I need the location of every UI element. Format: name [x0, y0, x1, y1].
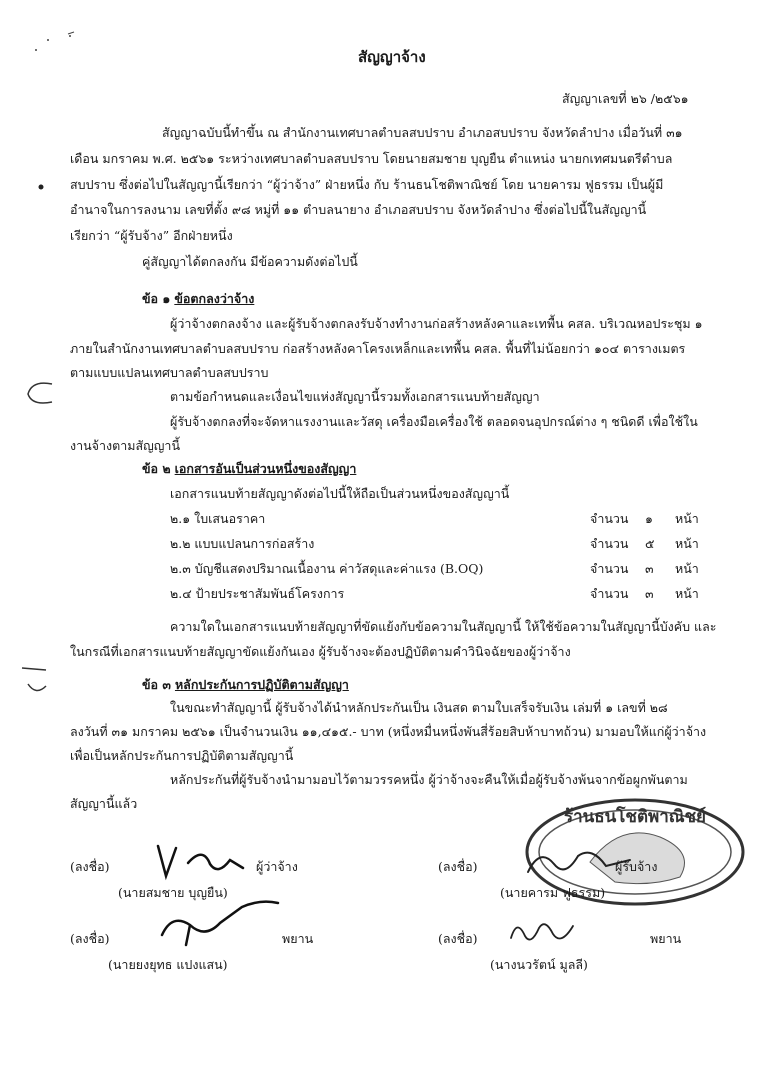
employer-name: (นายสมชาย บุญยืน) [118, 885, 228, 900]
clause1-number: ข้อ ๑ [142, 291, 171, 306]
attachment-qty-label: จำนวน [590, 586, 629, 601]
attachment-count: ๕ [645, 536, 655, 551]
attachment-unit: หน้า [675, 511, 699, 526]
witness1-role: พยาน [282, 931, 314, 946]
attachment-row [170, 585, 700, 603]
clause2-tail-line: ในกรณีที่เอกสารแนบท้ายสัญญาขัดแย้งกันเอง ผู้รับจ้างจะต้องปฏิบัติตามคำวินิจฉัยของผู้ว่าจ้าง [70, 644, 571, 659]
attachment-name: ๒.๒ แบบแปลนการก่อสร้าง [170, 536, 315, 551]
attachment-count: ๑ [645, 511, 653, 526]
attachment-unit: หน้า [675, 586, 699, 601]
employer-sign-label: (ลงชื่อ) [70, 859, 110, 874]
clause1-line: ผู้รับจ้างตกลงที่จะจัดหาแรงงานและวัสดุ เครื่องมือเครื่องใช้ ตลอดจนอุปกรณ์ต่าง ๆ ชนิดดี เพื่อใช้ใน [170, 414, 698, 429]
witness1-name: (นายยงยุทธ แปงแสน) [108, 957, 228, 972]
clause3-line: ในขณะทำสัญญานี้ ผู้รับจ้างได้นำหลักประกันเป็น เงินสด ตามใบเสร็จรับเงิน เล่มที่ ๑ เลขที่ ๒๘ [170, 700, 668, 715]
scan-mark [22, 378, 56, 408]
stamp-text: ร้านธนโชติพาณิชย์ [563, 807, 707, 827]
attachment-name: ๒.๓ บัญชีแสดงปริมาณเนื้องาน ค่าวัสดุและค่าแรง (B.OQ) [170, 561, 484, 576]
clause2-tail-line: ความใดในเอกสารแนบท้ายสัญญาที่ขัดแย้งกับข้อความในสัญญานี้ ให้ใช้ข้อความในสัญญานี้บังคับ และ [170, 619, 717, 634]
attachment-unit: หน้า [675, 536, 699, 551]
attachment-name: ๒.๔ ป้ายประชาสัมพันธ์โครงการ [170, 586, 345, 601]
attachment-count: ๓ [645, 586, 654, 601]
clause1-line: ผู้ว่าจ้างตกลงจ้าง และผู้รับจ้างตกลงรับจ้างทำงานก่อสร้างหลังคาและเทพื้น คสล. บริเวณหอประชุม ๑ [170, 316, 703, 331]
clause3-line: หลักประกันที่ผู้รับจ้างนำมามอบไว้ตามวรรคหนึ่ง ผู้ว่าจ้างจะคืนให้เมื่อผู้รับจ้างพ้นจากข้อผูกพันตาม [170, 772, 688, 787]
scan-speckle [30, 30, 80, 60]
witness2-sign-label: (ลงชื่อ) [438, 931, 478, 946]
clause1-line: ตามข้อกำหนดและเงื่อนไขแห่งสัญญานี้รวมทั้งเอกสารแนบท้ายสัญญา [170, 389, 540, 404]
attachment-row [170, 560, 700, 578]
document-title: สัญญาจ้าง [358, 48, 426, 66]
clause2-title: เอกสารอันเป็นส่วนหนึ่งของสัญญา [174, 461, 357, 476]
clause3-line: ลงวันที่ ๓๑ มกราคม ๒๕๖๑ เป็นจำนวนเงิน ๑๑,๔๑๕.- บาท (หนึ่งหมื่นหนึ่งพันสี่ร้อยสิบห้าบาทถ้วน) มามอบให้แก่ผู้ว่าจ้าง [70, 724, 707, 739]
intro-line: สบปราบ ซึ่งต่อไปในสัญญานี้เรียกว่า “ผู้ว่าจ้าง” ฝ่ายหนึ่ง กับ ร้านธนโชติพาณิชย์ โดย นายคารม ฟูธรรม เป็นผู้มี [70, 177, 664, 192]
contract-number: สัญญาเลขที่ ๒๖ /๒๕๖๑ [562, 91, 689, 106]
contractor-role: ผู้รับจ้าง [615, 859, 658, 874]
clause1-line: ภายในสำนักงานเทศบาลตำบลสบปราบ ก่อสร้างหลังคาโครงเหล็กและเทพื้น คสล. พื้นที่ไม่น้อยกว่า ๑๐๔ ตารางเมตร [70, 341, 686, 356]
contractor-sign-label: (ลงชื่อ) [438, 859, 478, 874]
employer-signature [148, 838, 258, 883]
attachment-row [170, 535, 700, 553]
agreement-statement: คู่สัญญาได้ตกลงกัน มีข้อความดังต่อไปนี้ [142, 254, 358, 269]
attachment-qty-label: จำนวน [590, 561, 629, 576]
attachment-count: ๓ [645, 561, 654, 576]
clause1-line: งานจ้างตามสัญญานี้ [70, 438, 180, 453]
clause1-heading [142, 290, 254, 308]
witness1-sign-label: (ลงชื่อ) [70, 931, 110, 946]
attachment-row [170, 510, 700, 528]
intro-line: เรียกว่า “ผู้รับจ้าง” อีกฝ่ายหนึ่ง [70, 228, 233, 243]
witness1-signature [150, 895, 300, 950]
clause1-title: ข้อตกลงว่าจ้าง [174, 291, 255, 306]
scan-mark [18, 662, 52, 698]
witness2-role: พยาน [650, 931, 682, 946]
witness2-signature [505, 912, 580, 950]
intro-line: อำนาจในการลงนาม เลขที่ตั้ง ๙๘ หมู่ที่ ๑๑ ตำบลนายาง อำเภอสบปราบ จังหวัดลำปาง ซึ่งต่อไปนี้ในสัญญานี้ [70, 202, 647, 217]
attachment-unit: หน้า [675, 561, 699, 576]
attachment-qty-label: จำนวน [590, 536, 629, 551]
clause3-line: เพื่อเป็นหลักประกันการปฏิบัติตามสัญญานี้ [70, 748, 294, 763]
witness2-name: (นางนวรัตน์ มูลลี) [490, 957, 588, 972]
clause3-line: สัญญานี้แล้ว [70, 796, 138, 811]
clause3-title: หลักประกันการปฏิบัติตามสัญญา [174, 677, 349, 692]
clause2-lead: เอกสารแนบท้ายสัญญาดังต่อไปนี้ให้ถือเป็นส่วนหนึ่งของสัญญานี้ [170, 486, 510, 501]
intro-line: สัญญาฉบับนี้ทำขึ้น ณ สำนักงานเทศบาลตำบลสบปราบ อำเภอสบปราบ จังหวัดลำปาง เมื่อวันที่ ๓๑ [162, 125, 683, 140]
attachment-name: ๒.๑ ใบเสนอราคา [170, 511, 266, 526]
clause3-number: ข้อ ๓ [142, 677, 171, 692]
clause3-heading [142, 676, 349, 694]
intro-line: เดือน มกราคม พ.ศ. ๒๕๖๑ ระหว่างเทศบาลตำบลสบปราบ โดยนายสมชาย บุญยืน ตำแหน่ง นายกเทศมนตรีตำบล [70, 151, 673, 166]
clause1-line: ตามแบบแปลนเทศบาลตำบลสบปราบ [70, 365, 269, 380]
attachment-qty-label: จำนวน [590, 511, 629, 526]
contractor-name: (นายคารม ฟูธรรม) [500, 885, 606, 900]
employer-role: ผู้ว่าจ้าง [256, 859, 298, 874]
scan-speckle [36, 182, 46, 192]
clause2-number: ข้อ ๒ [142, 461, 171, 476]
clause2-heading [142, 460, 356, 478]
